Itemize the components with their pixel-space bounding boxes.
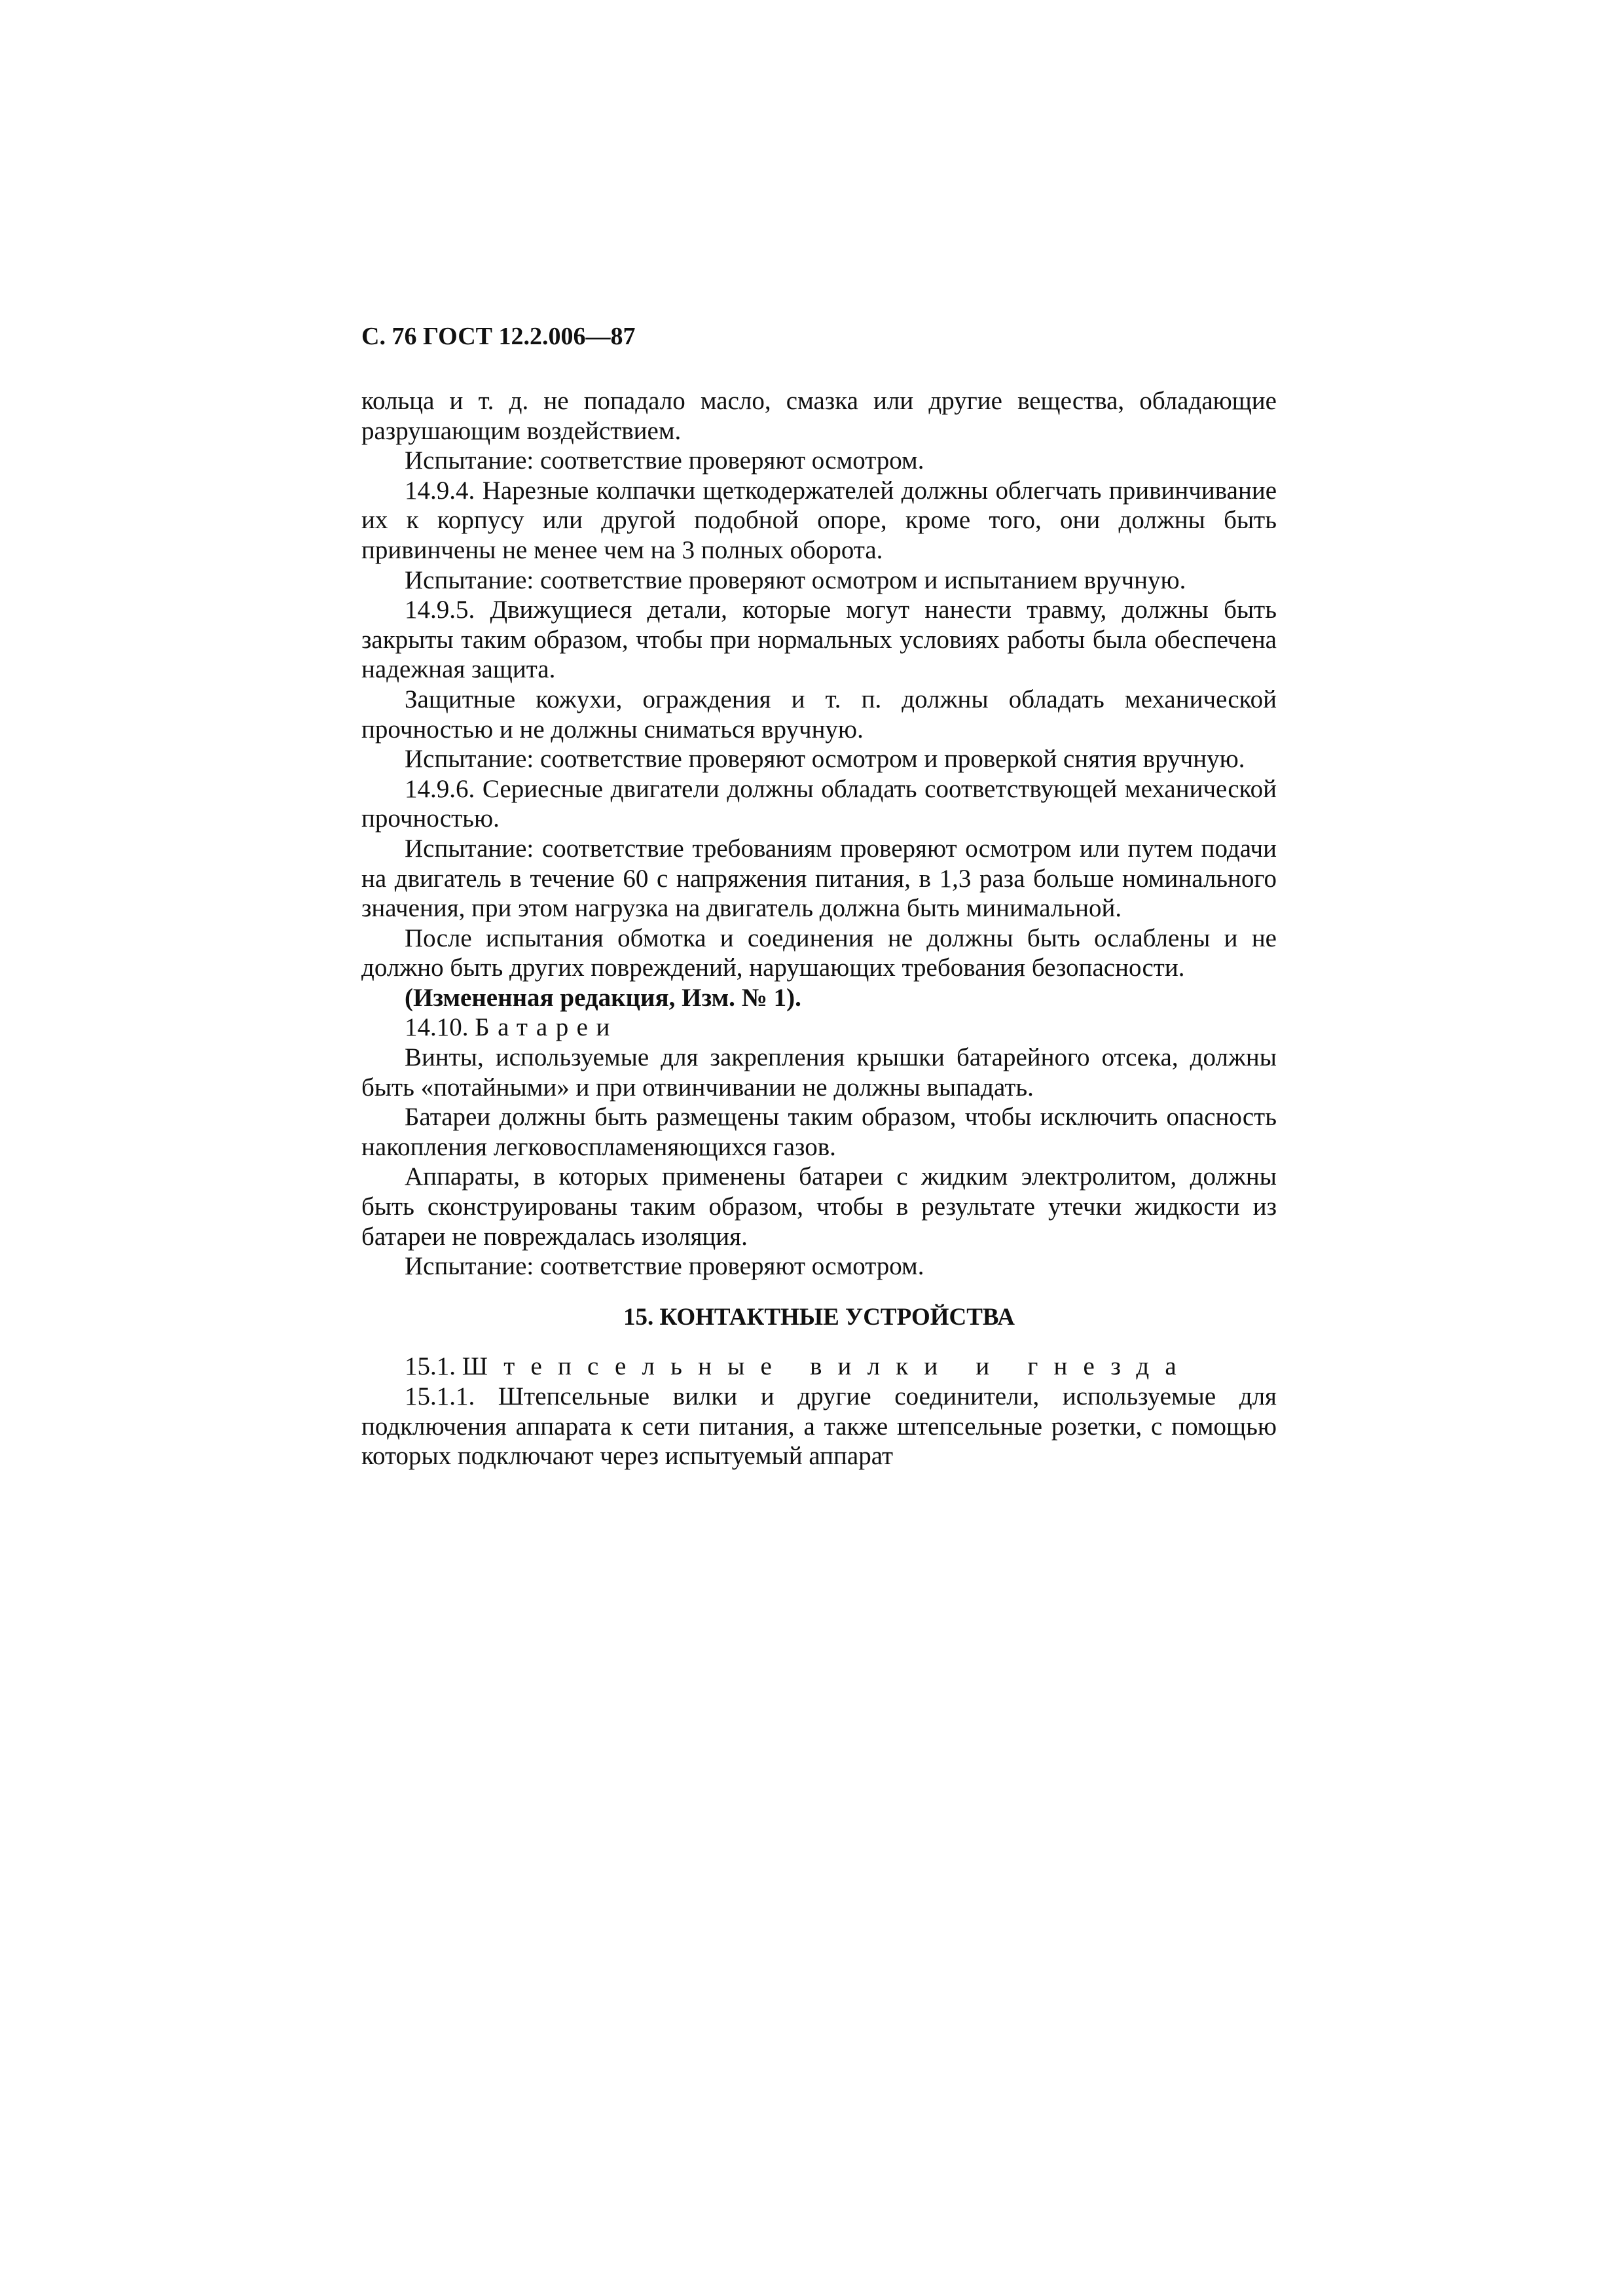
paragraph-test: Испытание: соответствие проверяют осмотром.	[405, 446, 924, 475]
subsection-number: 14.10.	[405, 1013, 469, 1042]
paragraph-14-9-6: 14.9.6. Сериесные двигатели должны обладать соответствующей механической прочностью.	[361, 774, 1277, 833]
subsection-number: 15.1.	[405, 1352, 456, 1381]
document-body	[361, 386, 1277, 1471]
paragraph-batteries: Батареи должны быть размещены таким образом, чтобы исключить опасность накопления легковоспламеняющихся газов.	[361, 1103, 1277, 1161]
subsection-title: Штепсельные вилки и гнезда	[462, 1352, 1192, 1381]
subsection-title: Батареи	[475, 1013, 618, 1042]
paragraph-14-9-5: 14.9.5. Движущиеся детали, которые могут нанести травму, должны быть закрыты таким образом, чтобы при нормальных условиях работы была обеспечена надежная защита.	[361, 596, 1277, 684]
subsection-heading-15-1	[361, 1352, 1277, 1382]
amendment-note: (Измененная редакция, Изм. № 1).	[405, 983, 801, 1012]
paragraph-guards: Защитные кожухи, ограждения и т. п. должны обладать механической прочностью и не должны сниматься вручную.	[361, 685, 1277, 744]
section-title: 15. КОНТАКТНЫЕ УСТРОЙСТВА	[623, 1303, 1015, 1331]
paragraph-after-test: После испытания обмотка и соединения не должны быть ослаблены и не должно быть других повреждений, нарушающих требования безопасности.	[361, 924, 1277, 982]
subsection-heading-14-10	[361, 1013, 1277, 1043]
paragraph-15-1-1: 15.1.1. Штепсельные вилки и другие соединители, используемые для подключения аппарата к сети питания, а также штепсельные розетки, с помощью которых подключают через испытуемый аппарат	[361, 1382, 1277, 1471]
paragraph-test: Испытание: соответствие требованиям проверяют осмотром или путем подачи на двигатель в течение 60 с напряжения питания, в 1,3 раза больше номинального значения, при этом нагрузка на двигатель должна быть минимальной.	[361, 834, 1277, 923]
paragraph-screws: Винты, используемые для закрепления крышки батарейного отсека, должны быть «потайными» и при отвинчивании не должны выпадать.	[361, 1043, 1277, 1102]
paragraph-continuation: кольца и т. д. не попадало масло, смазка или другие вещества, обладающие разрушающим воздействием.	[361, 387, 1277, 445]
paragraph-test: Испытание: соответствие проверяют осмотром и испытанием вручную.	[405, 565, 1186, 594]
paragraph-electrolyte: Аппараты, в которых применены батареи с жидким электролитом, должны быть сконструированы таким образом, чтобы в результате утечки жидкости из батареи не повреждалась изоляция.	[361, 1162, 1277, 1251]
paragraph-test: Испытание: соответствие проверяют осмотром и проверкой снятия вручную.	[405, 745, 1245, 774]
page-header: С. 76 ГОСТ 12.2.006—87	[361, 323, 636, 350]
paragraph-14-9-4: 14.9.4. Нарезные колпачки щеткодержателей должны облегчать привинчивание их к корпусу или другой подобной опоре, кроме того, они должны быть привинчены не менее чем на 3 полных оборота.	[361, 476, 1277, 564]
paragraph-test: Испытание: соответствие проверяют осмотром.	[405, 1252, 924, 1281]
